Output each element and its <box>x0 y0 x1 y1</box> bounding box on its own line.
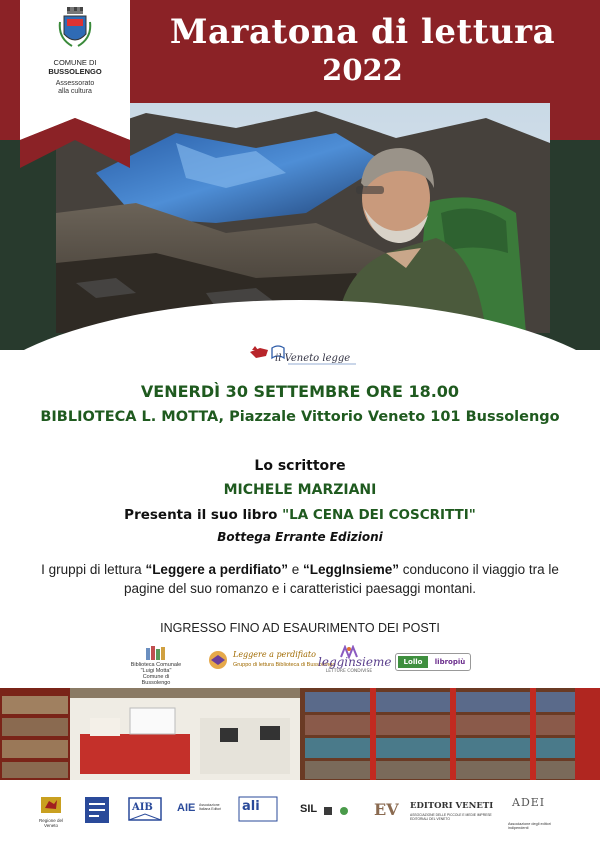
desc-part2: e <box>287 562 303 577</box>
perdifiato-icon <box>205 649 231 671</box>
assessorato-line1: Assessorato <box>55 80 95 87</box>
libropiu-text: libropiù <box>434 658 466 666</box>
ev-text: EV <box>374 800 399 819</box>
regione-lion-icon <box>40 796 62 814</box>
aie-text: AIE <box>177 802 196 814</box>
adei-sub: Associazione degli editori indipendenti <box>508 822 551 830</box>
lollo-text: Lollo <box>398 656 428 668</box>
aib-text: AIB <box>132 802 153 813</box>
uil-logo <box>84 796 114 828</box>
legginsieme-logo <box>318 645 392 681</box>
reading-group-2: “LeggInsieme” <box>302 562 400 577</box>
aie-sub: Associazione Italiana Editori <box>199 803 222 811</box>
perdifiato-logo <box>205 645 336 681</box>
library-icon <box>145 645 167 661</box>
sil-text: SIL <box>300 803 318 815</box>
library-photo <box>0 688 600 780</box>
biblioteca-line1: Biblioteca Comunale <box>130 662 182 668</box>
page-title: Maratona di lettura <box>169 12 556 52</box>
perdifiato-line2: Gruppo di lettura Biblioteca di Bussolengo <box>233 662 336 668</box>
municipality-ribbon <box>20 0 130 168</box>
desc-part3: conducono il viaggio tra le pagine del suo romanzo e i caratteristici paesaggi montani. <box>124 562 559 596</box>
author-photo <box>56 103 550 333</box>
regione-text: Regione del Veneto <box>38 818 64 828</box>
lollo-libropiu-logo <box>395 653 471 671</box>
assessorato <box>20 80 130 96</box>
ali-logo <box>238 796 278 828</box>
perdifiato-line1: Leggere a perdifiato <box>233 650 316 659</box>
book-title: "LA CENA DEI COSCRITTI" <box>282 507 476 523</box>
aie-logo <box>177 796 223 828</box>
publisher: Bottega Errante Edizioni <box>217 530 383 544</box>
editori-veneti-logo <box>374 796 494 828</box>
legginsieme-sub: LETTURE CONDIVISE <box>325 669 373 674</box>
biblioteca-logo <box>128 645 184 686</box>
event-date: VENERDÌ 30 SETTEMBRE ORE 18.00 <box>140 382 460 401</box>
biblioteca-line2: "Luigi Motta" <box>140 668 172 674</box>
reading-group-1: “Leggere a perdifiato” <box>145 562 288 577</box>
municipality-name <box>20 58 130 76</box>
ali-text: ali <box>242 799 260 814</box>
regione-veneto-logo <box>32 796 70 828</box>
assessorato-line2: alla cultura <box>58 88 92 95</box>
event-description <box>40 560 560 598</box>
entry-notice: INGRESSO FINO AD ESAURIMENTO DEI POSTI <box>160 621 440 635</box>
author-intro: Lo scrittore <box>254 458 346 474</box>
page-year: 2022 <box>322 53 403 87</box>
adei-text: ADEI <box>512 796 546 809</box>
adei-logo <box>508 796 570 836</box>
lion-icon <box>250 346 268 358</box>
author-name: MICHELE MARZIANI <box>223 482 377 498</box>
aib-logo <box>128 796 162 828</box>
legginsieme-icon <box>337 645 361 659</box>
veneto-legge-text: il Veneto legge <box>275 353 351 364</box>
editori-veneti-text: EDITORI VENETI <box>410 801 494 811</box>
event-venue: BIBLIOTECA L. MOTTA, Piazzale Vittorio Veneto 101 Bussolengo <box>40 409 560 425</box>
comune-line2: BUSSOLENGO <box>48 67 102 76</box>
legginsieme-text: legginsieme <box>318 655 392 669</box>
biblioteca-line3: Comune di Bussolengo <box>141 674 171 686</box>
book-presentation <box>0 507 600 523</box>
crest-icon <box>58 6 92 50</box>
presents-prefix: Presenta il suo libro <box>124 507 283 523</box>
desc-part1: I gruppi di lettura <box>41 562 146 577</box>
sil-logo <box>300 796 362 828</box>
comune-line1: COMUNE DI <box>53 58 97 67</box>
editori-veneti-sub: ASSOCIAZIONE DELLE PICCOLE E MEDIE IMPRESE EDITORIALI DEL VENETO <box>410 813 492 821</box>
